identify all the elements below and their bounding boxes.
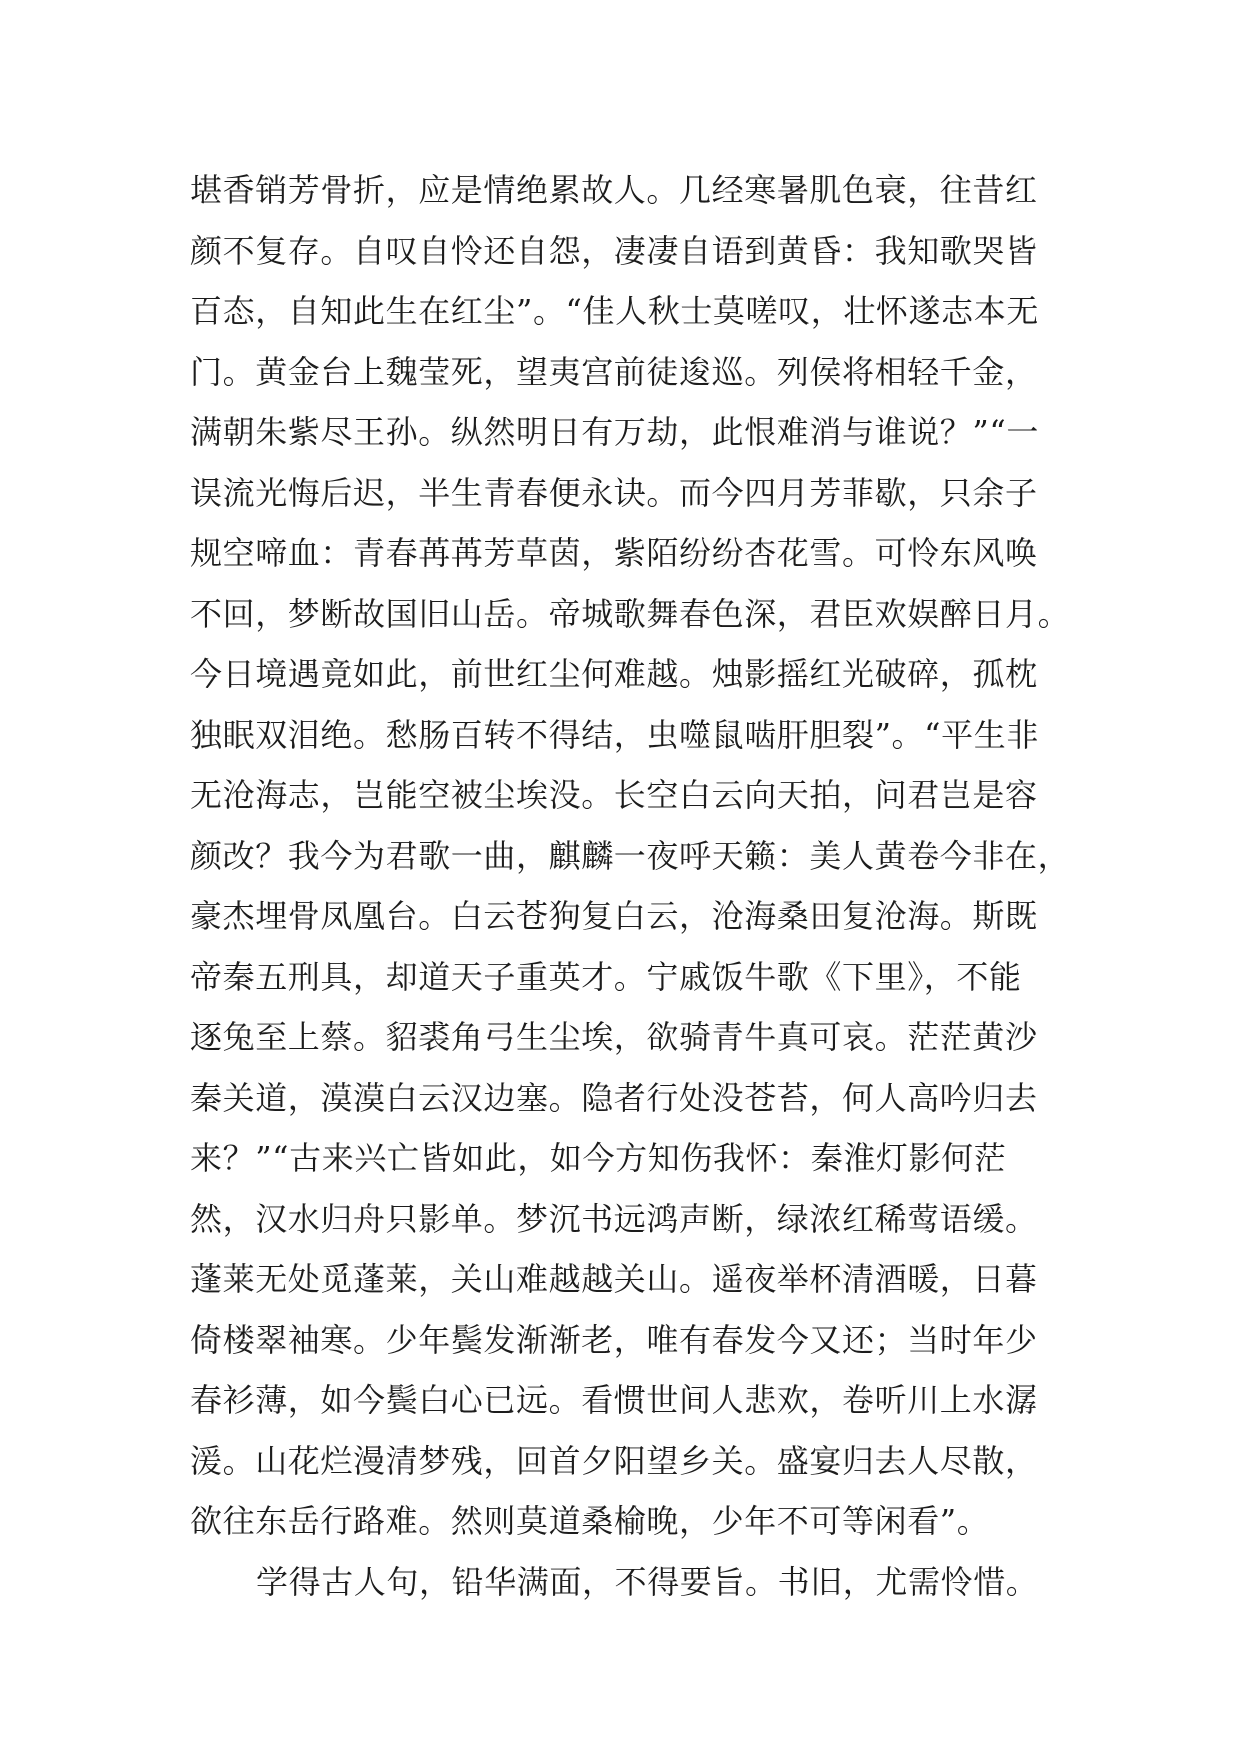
text-line: 逐兔至上蔡。貂裘角弓生尘埃，欲骑青牛真可哀。茫茫黄沙 bbox=[190, 1018, 1038, 1056]
text-line: 帝秦五刑具，却道天子重英才。宁戚饭牛歌《下里》，不能 bbox=[190, 957, 1022, 996]
text-line: 湲。山花烂漫清梦残，回首夕阳望乡关。盛宴归去人尽散， bbox=[190, 1441, 1038, 1480]
text-line: 豪杰埋骨凤凰台。白云苍狗复白云，沧海桑田复沧海。斯既 bbox=[190, 897, 1038, 935]
body-text bbox=[190, 160, 1090, 1612]
text-line: 满朝朱紫尽王孙。纵然明日有万劫，此恨难消与谁说？”“一 bbox=[190, 413, 1039, 451]
text-line: 来？”“古来兴亡皆如此，如今方知伤我怀：秦淮灯影何茫 bbox=[190, 1139, 1007, 1177]
text-line: 欲往东岳行路难。然则莫道桑榆晚，少年不可等闲看”。 bbox=[190, 1502, 990, 1540]
text-line: 百态，自知此生在红尘”。“佳人秋士莫嗟叹，壮怀遂志本无 bbox=[190, 292, 1039, 330]
text-line: 颜改？我今为君歌一曲，麒麟一夜呼天籁：美人黄卷今非在， bbox=[190, 836, 1071, 875]
text-line: 蓬莱无处觅蓬莱，关山难越越关山。遥夜举杯清酒暖，日暮 bbox=[190, 1260, 1038, 1298]
text-line: 秦关道，漠漠白云汉边塞。隐者行处没苍苔，何人高吟归去 bbox=[190, 1078, 1038, 1117]
text-line: 独眠双泪绝。愁肠百转不得结，虫噬鼠啮肝胆裂”。“平生非 bbox=[190, 715, 1039, 754]
text-line: 堪香销芳骨折，应是情绝累故人。几经寒暑肌色衰，往昔红 bbox=[190, 171, 1038, 209]
text-line: 规空啼血：青春苒苒芳草茵，紫陌纷纷杏花雪。可怜东风唤 bbox=[190, 534, 1038, 572]
paragraph-first-line: 学得古人句，铅华满面，不得要旨。书旧，尤需怜惜。 bbox=[256, 1562, 1039, 1601]
text-line: 倚楼翠袖寒。少年鬓发渐渐老，唯有春发今又还；当时年少 bbox=[190, 1320, 1038, 1359]
text-line: 春衫薄，如今鬓白心已远。看惯世间人悲欢，卷听川上水潺 bbox=[190, 1381, 1038, 1419]
text-line: 误流光悔后迟，半生青春便永诀。而今四月芳菲歇，只余子 bbox=[190, 473, 1038, 512]
text-line: 今日境遇竟如此，前世红尘何难越。烛影摇红光破碎，孤枕 bbox=[190, 655, 1038, 693]
text-line: 门。黄金台上魏莹死，望夷宫前徒逡巡。列侯将相轻千金， bbox=[190, 352, 1038, 391]
text-line: 然，汉水归舟只影单。梦沉书远鸿声断，绿浓红稀莺语缓。 bbox=[190, 1199, 1038, 1238]
text-line: 不回，梦断故国旧山岳。帝城歌舞春色深，君臣欢娱醉日月。 bbox=[190, 594, 1071, 633]
text-line: 无沧海志，岂能空被尘埃没。长空白云向天拍，问君岂是容 bbox=[190, 776, 1038, 814]
text-line: 颜不复存。自叹自怜还自怨，凄凄自语到黄昏：我知歌哭皆 bbox=[190, 231, 1038, 270]
